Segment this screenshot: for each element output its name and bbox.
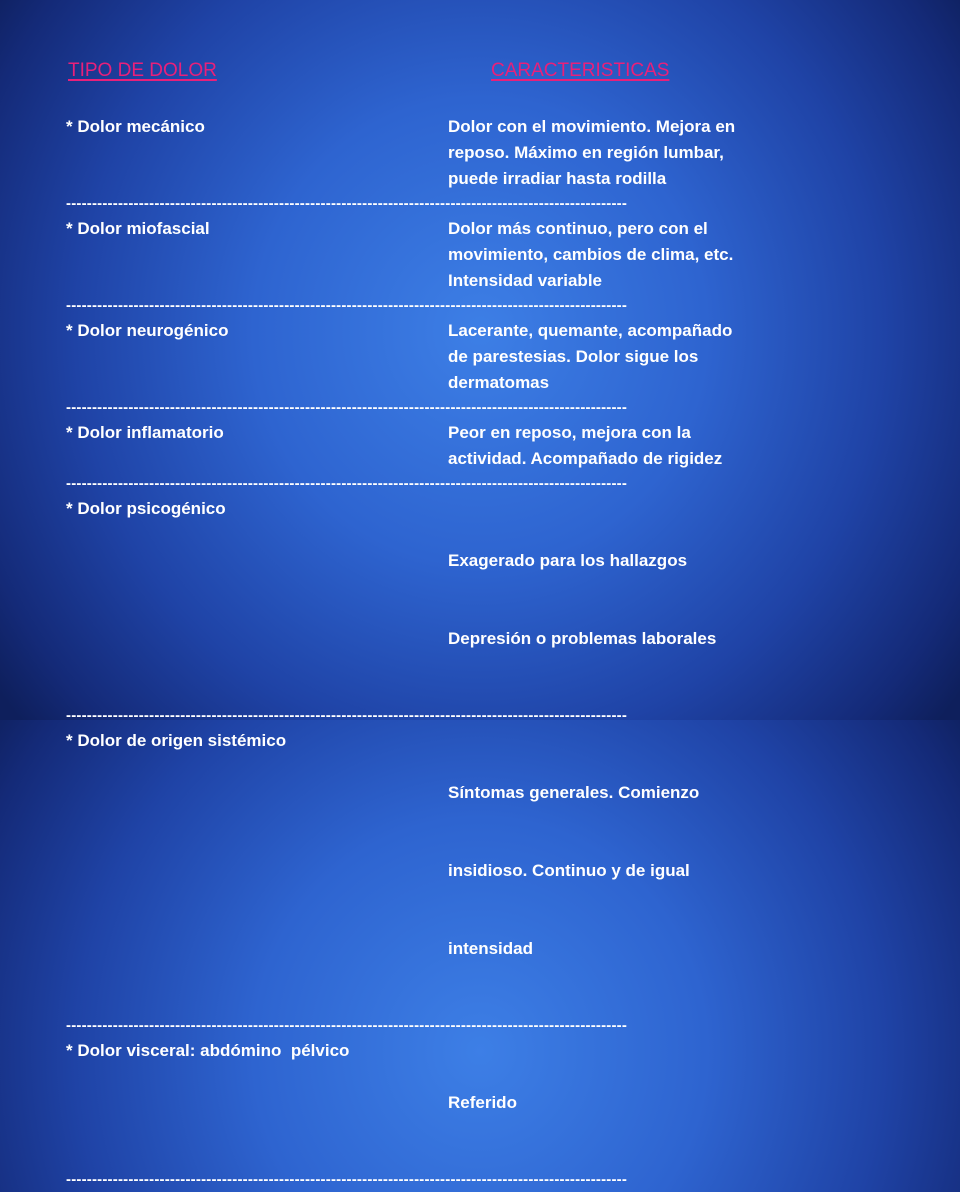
description-line: dermatomas bbox=[448, 373, 550, 392]
pain-type-description bbox=[448, 318, 732, 396]
header-tipo-de-dolor: TIPO DE DOLOR bbox=[68, 60, 217, 81]
description-line: Intensidad variable bbox=[448, 271, 602, 290]
separator-line: ------------------------------------------------------------------------------------------------------------ bbox=[66, 1017, 628, 1034]
description-line: Lacerante, quemante, acompañado bbox=[448, 321, 733, 340]
description-line: actividad. Acompañado de rigidez bbox=[448, 449, 723, 468]
separator-line: ------------------------------------------------------------------------------------------------------------ bbox=[66, 475, 628, 492]
pain-types-list bbox=[66, 114, 826, 1192]
pain-type-description bbox=[448, 1038, 517, 1168]
pain-type-name: * Dolor mecánico bbox=[66, 117, 205, 136]
pain-type-description bbox=[448, 114, 735, 192]
pain-type-name: * Dolor de origen sistémico bbox=[66, 731, 287, 750]
separator-line: ------------------------------------------------------------------------------------------------------------ bbox=[66, 195, 628, 212]
description-line: Depresión o problemas laborales bbox=[448, 629, 717, 648]
pain-type-name: * Dolor miofascial bbox=[66, 219, 210, 238]
description-line: Exagerado para los hallazgos bbox=[448, 551, 688, 570]
pain-type-description bbox=[448, 216, 733, 294]
description-line: insidioso. Continuo y de igual bbox=[448, 861, 690, 880]
pain-type-name: * Dolor psicogénico bbox=[66, 499, 226, 518]
description-line: Síntomas generales. Comienzo bbox=[448, 783, 700, 802]
pain-type-name: * Dolor inflamatorio bbox=[66, 423, 224, 442]
separator-line: ------------------------------------------------------------------------------------------------------------ bbox=[66, 707, 628, 724]
description-line: de parestesias. Dolor sigue los bbox=[448, 347, 699, 366]
separator-line: ------------------------------------------------------------------------------------------------------------ bbox=[66, 1171, 628, 1188]
separator-line: ------------------------------------------------------------------------------------------------------------ bbox=[66, 297, 628, 314]
description-line: Peor en reposo, mejora con la bbox=[448, 423, 691, 442]
description-line: Dolor con el movimiento. Mejora en bbox=[448, 117, 736, 136]
separator-line: ------------------------------------------------------------------------------------------------------------ bbox=[66, 399, 628, 416]
pain-type-description bbox=[448, 496, 716, 704]
description-line: puede irradiar hasta rodilla bbox=[448, 169, 667, 188]
header-caracteristicas: CARACTERISTICAS bbox=[491, 60, 670, 81]
row-dolor-neurogenico bbox=[66, 318, 826, 420]
description-line: movimiento, cambios de clima, etc. bbox=[448, 245, 734, 264]
pain-type-name: * Dolor visceral: abdómino pélvico bbox=[66, 1041, 350, 1060]
description-line: reposo. Máximo en región lumbar, bbox=[448, 143, 724, 162]
row-dolor-psicogenico bbox=[66, 496, 826, 728]
pain-type-description bbox=[448, 728, 699, 1014]
description-line: intensidad bbox=[448, 939, 534, 958]
pain-type-description bbox=[448, 420, 722, 472]
pain-type-name: * Dolor neurogénico bbox=[66, 321, 229, 340]
description-line: Dolor más continuo, pero con el bbox=[448, 219, 708, 238]
row-dolor-miofascial bbox=[66, 216, 826, 318]
row-dolor-visceral bbox=[66, 1038, 826, 1192]
description-line: Referido bbox=[448, 1093, 517, 1112]
row-dolor-inflamatorio bbox=[66, 420, 826, 496]
row-dolor-origen-sistemico bbox=[66, 728, 826, 1038]
row-dolor-mecanico bbox=[66, 114, 826, 216]
